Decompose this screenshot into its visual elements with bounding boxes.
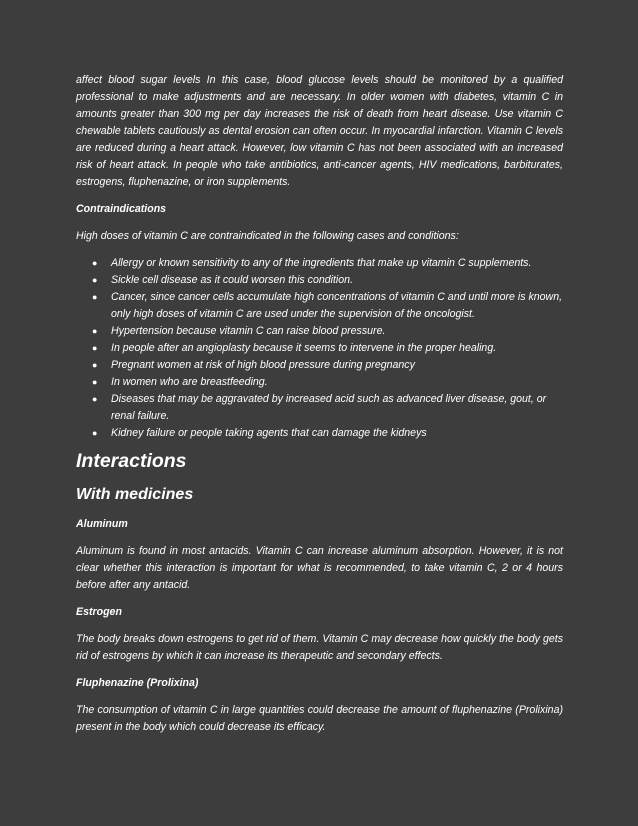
bullet-icon: ● (92, 377, 98, 387)
bullet-icon: ● (92, 428, 98, 438)
interactions-heading: Interactions (76, 450, 187, 472)
bullet-icon: ● (92, 326, 98, 336)
bullet-icon: ● (92, 275, 98, 285)
estrogen-label: Estrogen (76, 606, 122, 618)
list-item: ● Diseases that may be aggravated by increased acid such as advanced liver disease, gout, or renal failure. (92, 393, 547, 422)
estrogen-text: The body breaks down estrogens to get rid of them. Vitamin C may decrease how quickly the body gets rid of estrogens by which it can increase its therapeutic and secondary effects. (76, 633, 563, 662)
list-item: ● In people after an angioplasty because it seems to intervene in the proper healing. (76, 340, 563, 357)
page-content (76, 72, 563, 746)
bullet-icon: ● (92, 343, 98, 353)
aluminum-text: Aluminum is found in most antacids. Vitamin C can increase aluminum absorption. However, it is not clear whether this interaction is important for what is recommended, to take vitamin C, 2 or 4 hours before after any antacid. (76, 545, 563, 591)
list-item: ● Kidney failure or people taking agents that can damage the kidneys (76, 425, 563, 442)
contraindications-label: Contraindications (76, 203, 167, 215)
intro-paragraph: affect blood sugar levels In this case, blood glucose levels should be monitored by a qualified professional to make adjustments and are necessary. In older women with diabetes, vitamin C in amounts greater than 300 mg per day increases the risk of death from heart disease. Use vitamin C chewable tablets cautiously as dental erosion can often occur. In myocardial infarction. Vitamin C levels are reduced during a heart attack. However, low vitamin C has not been associated with an increased risk of heart attack. In people who take antibiotics, anti-cancer agents, HIV medications, barbiturates, estrogens, fluphenazine, or iron supplements. (76, 74, 563, 188)
list-item: ● Allergy or known sensitivity to any of the ingredients that make up vitamin C supplements. (76, 255, 563, 272)
aluminum-label: Aluminum (76, 518, 128, 530)
bullet-icon: ● (92, 360, 98, 370)
list-item: ● Pregnant women at risk of high blood pressure during pregnancy (76, 357, 563, 374)
bullet-icon: ● (92, 258, 98, 268)
bullet-icon: ● (92, 394, 98, 404)
bullet-icon: ● (92, 292, 98, 302)
fluphenazine-label: Fluphenazine (Prolixina) (76, 677, 199, 689)
contraindications-list (76, 255, 563, 442)
list-item: ● Hypertension because vitamin C can raise blood pressure. (76, 323, 563, 340)
list-item: ● Sickle cell disease as it could worsen this condition. (76, 272, 563, 289)
with-medicines-subheading: With medicines (76, 486, 194, 503)
list-item: ● In women who are breastfeeding. (76, 374, 563, 391)
contraindications-intro: High doses of vitamin C are contraindicated in the following cases and conditions: (76, 230, 459, 242)
fluphenazine-text: The consumption of vitamin C in large quantities could decrease the amount of fluphenazine (Prolixina) present in the body which could decrease its efficacy. (76, 704, 563, 733)
list-item: ● Cancer, since cancer cells accumulate high concentrations of vitamin C and until more is known, only high doses of vitamin C are used under the supervision of the oncologist. (92, 291, 563, 320)
